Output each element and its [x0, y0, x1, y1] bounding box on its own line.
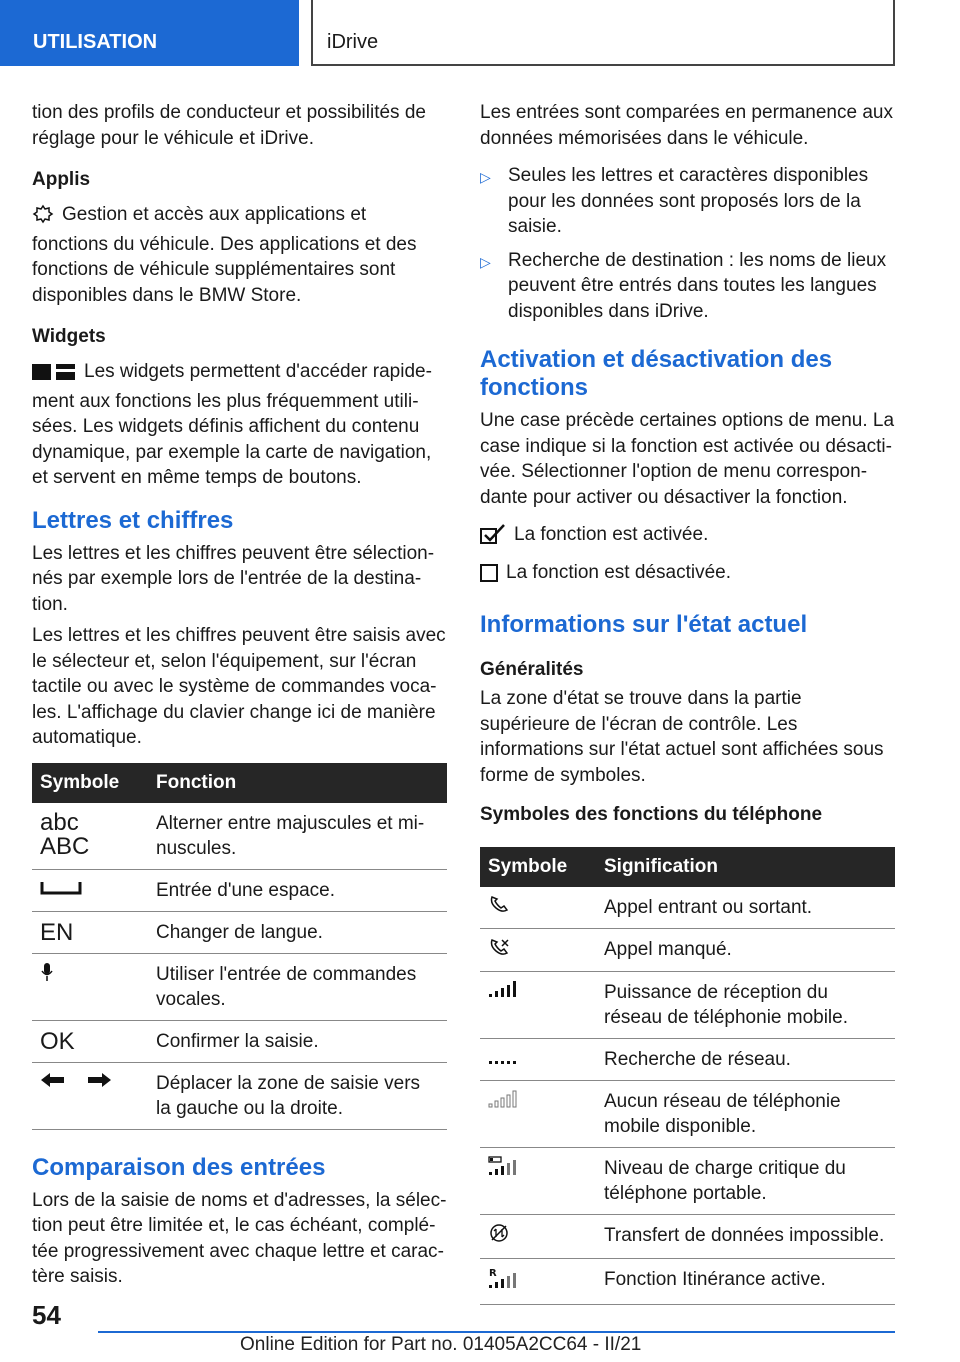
applis-paragraph [32, 202, 447, 308]
compare-intro: Les entrées sont comparées en permanence aux données mémorisées dans le véhicule. [480, 102, 893, 149]
widgets-paragraph [32, 359, 447, 491]
activation-text: Une case précède certaines options de menu. La case indique si la fonction est activée ou désactivée. Sélectionner l'option de menu correspondante pour activer ou désactiver la fonction. [480, 410, 895, 508]
language-symbol: EN [32, 911, 148, 953]
table-row [480, 1148, 895, 1215]
table-cell: Déplacer la zone de saisie vers la gauche ou la droite. [148, 1062, 447, 1129]
table-cell: Entrée d'une espace. [148, 869, 447, 911]
general-text: La zone d'état se trouve dans la partie supérieure de l'écran de contrôle. Les informations sur l'état actuel sont affichées sous forme de symboles. [480, 688, 884, 786]
activation-heading: Activation et désactivation des fonctions [480, 346, 833, 401]
widgets-icon [32, 363, 76, 389]
applis-heading: Applis [32, 169, 91, 190]
uppercase-label: ABC [40, 832, 90, 860]
table-header-function: Fonction [148, 763, 447, 803]
table-row [480, 1081, 895, 1148]
table-header-symbol: Symbole [480, 847, 596, 887]
phone-call-icon [488, 895, 510, 920]
svg-text:R: R [489, 1268, 497, 1280]
checked-box-icon [480, 524, 506, 552]
table-cell: Transfert de données impossible. [596, 1215, 895, 1259]
table-row [480, 971, 895, 1038]
missed-call-icon [488, 938, 510, 963]
table-cell: Aucun réseau de téléphonie mobile disponible. [596, 1081, 895, 1148]
table-row [480, 887, 895, 929]
no-network-icon [488, 1090, 518, 1115]
footer-divider [98, 1331, 895, 1333]
table-header-meaning: Signification [596, 847, 895, 887]
bullet-text: Seules les lettres et caractères disponibles pour les données sont proposés lors de la saisie. [508, 165, 869, 237]
compare-heading: Comparaison des entrées [32, 1153, 326, 1181]
table-row [32, 869, 447, 911]
left-column [32, 100, 447, 1302]
no-data-icon [488, 1223, 510, 1250]
table-cell: Appel manqué. [596, 929, 895, 971]
network-search-icon [488, 1047, 518, 1072]
bullet-text: Recherche de destination : les noms de lieux peuvent être entrés dans toutes les langues disponibles dans iDrive. [508, 249, 887, 322]
compare-text: Lors de la saisie de noms et d'adresses, la sélection peut être limitée et, le cas échéant, complétée progressivement avec chaque lettre et caractère saisis. [32, 1189, 447, 1288]
table-row [32, 803, 447, 870]
letters-paragraph-2: Les lettres et les chiffres peuvent être saisis avec le sélecteur et, selon l'équipement, sur l'écran tactile ou avec le système de commandes vocales. L'affichage du clavier change ici de manière automatique. [32, 625, 446, 748]
roaming-icon [488, 1267, 518, 1296]
table-row [480, 1038, 895, 1080]
table-row [480, 1215, 895, 1259]
letters-heading: Lettres et chiffres [32, 506, 234, 534]
status-heading: Informations sur l'état actuel [480, 611, 808, 638]
empty-box-icon [480, 564, 498, 590]
right-column [480, 100, 895, 1305]
deactivated-text: La fonction est désactivée. [506, 561, 731, 583]
deactivated-line [480, 560, 895, 590]
arrows-left-right-icon [40, 1071, 112, 1096]
microphone-icon [40, 962, 54, 989]
case-toggle-symbol [32, 803, 148, 870]
table-row [480, 929, 895, 971]
lowercase-label: abc [40, 808, 79, 836]
triangle-bullet-icon: ▷ [480, 253, 491, 270]
signal-strength-icon [488, 980, 518, 1005]
widgets-text: Les widgets permettent d'accéder rapidement aux fonctions les plus fréquemment utilisées. Les widgets définis affichent du contenu dynamique, par exemple la carte de navigation, et servent en même temps de boutons. [32, 361, 432, 488]
bullet-item [480, 163, 895, 240]
table-cell: Puissance de réception du réseau de téléphonie mobile. [596, 971, 895, 1038]
phone-symbols-table [480, 847, 895, 1305]
section-header: UTILISATION [0, 0, 299, 66]
activated-text: La fonction est activée. [514, 524, 709, 545]
apps-icon [32, 204, 54, 232]
table-row [32, 1062, 447, 1129]
table-header-symbol: Symbole [32, 763, 148, 803]
chapter-header: iDrive [311, 0, 895, 66]
page-number: 54 [32, 1300, 61, 1330]
table-row [32, 1020, 447, 1062]
table-cell: Niveau de charge critique du téléphone portable. [596, 1148, 895, 1215]
general-heading: Généralités [480, 659, 584, 680]
table-cell: Fonction Itinérance active. [596, 1259, 895, 1305]
activated-line [480, 522, 895, 552]
phone-symbols-heading: Symboles des fonctions du téléphone [480, 804, 823, 825]
low-battery-icon [488, 1156, 518, 1183]
table-row [32, 953, 447, 1020]
table-row [32, 911, 447, 953]
table-cell: Recherche de réseau. [596, 1038, 895, 1080]
table-row [480, 1259, 895, 1305]
table-cell: Confirmer la saisie. [148, 1020, 447, 1062]
confirm-symbol: OK [32, 1020, 148, 1062]
table-cell: Utiliser l'entrée de commandes vocales. [148, 953, 447, 1020]
table-cell: Alterner entre majuscules et minuscules. [148, 803, 447, 870]
space-bar-icon [40, 878, 82, 903]
letters-paragraph-1: Les lettres et les chiffres peuvent être sélectionnés par exemple lors de l'entrée de la destination. [32, 542, 435, 615]
applis-text: Gestion et accès aux applications et fonctions du véhicule. Des applications et des fonctions de véhicule supplémentaires sont disponibles dans le BMW Store. [32, 204, 417, 306]
triangle-bullet-icon: ▷ [480, 169, 491, 185]
edition-footer: Online Edition for Part no. 01405A2CC64 - II/21 [240, 1334, 642, 1355]
table-cell: Appel entrant ou sortant. [596, 887, 895, 929]
table-cell: Changer de langue. [148, 911, 447, 953]
keyboard-symbols-table [32, 763, 447, 1130]
bullet-item [480, 248, 895, 325]
widgets-heading: Widgets [32, 326, 106, 347]
intro-text: tion des profils de conducteur et possibilités de réglage pour le véhicule et iDrive. [32, 102, 426, 149]
